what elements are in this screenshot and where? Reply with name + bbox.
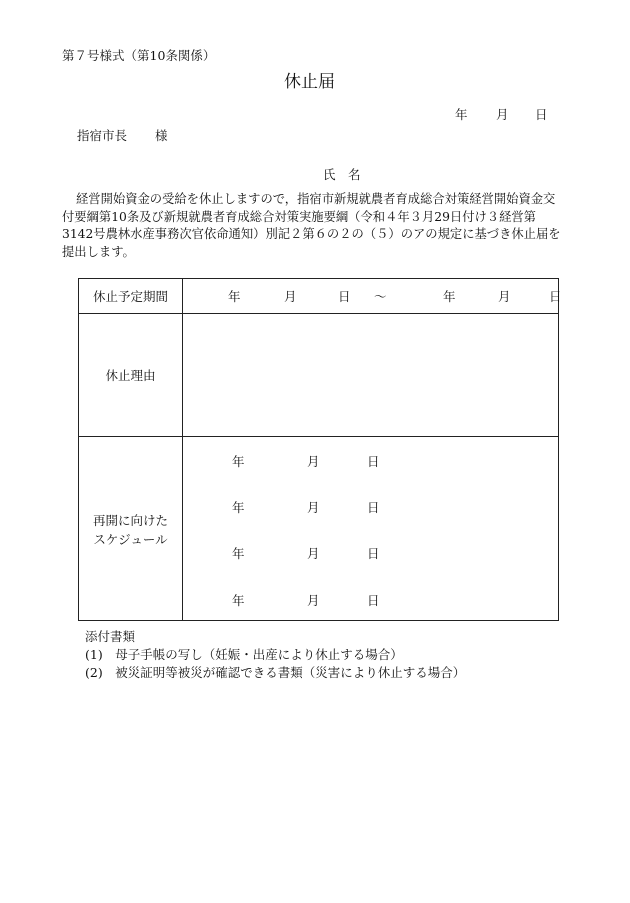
reason-field[interactable] — [183, 314, 559, 436]
schedule-day[interactable]: 日 — [367, 593, 380, 608]
form-number: 第７号様式（第10条関係） — [62, 48, 216, 63]
date-month: 月 — [496, 107, 509, 122]
schedule-day[interactable]: 日 — [367, 454, 380, 469]
period-start-year[interactable]: 年 — [228, 289, 241, 304]
schedule-label: 再開に向けた — [92, 513, 168, 528]
date-year: 年 — [455, 107, 468, 122]
schedule-month[interactable]: 月 — [307, 454, 320, 469]
addressee-honorific: 様 — [155, 128, 168, 143]
period-end-month[interactable]: 月 — [498, 289, 511, 304]
schedule-day[interactable]: 日 — [367, 500, 380, 515]
addressee: 指宿市長 — [77, 128, 128, 143]
schedule-day[interactable]: 日 — [367, 546, 380, 561]
schedule-year[interactable]: 年 — [232, 500, 245, 515]
row-divider — [79, 436, 558, 437]
schedule-year[interactable]: 年 — [232, 546, 245, 561]
attachments-heading: 添付書類 — [85, 629, 136, 644]
schedule-year[interactable]: 年 — [232, 454, 245, 469]
date-day: 日 — [535, 107, 548, 122]
attachment-item: (2) 被災証明等被災が確認できる書類（災害により休止する場合） — [85, 665, 466, 680]
attachment-item: (1) 母子手帳の写し（妊娠・出産により休止する場合） — [85, 647, 403, 662]
schedule-month[interactable]: 月 — [307, 500, 320, 515]
schedule-label: スケジュール — [93, 532, 168, 547]
page-title: 休止届 — [284, 72, 335, 92]
schedule-year[interactable]: 年 — [232, 593, 245, 608]
schedule-month[interactable]: 月 — [307, 546, 320, 561]
schedule-month[interactable]: 月 — [307, 593, 320, 608]
period-end-day[interactable]: 日 — [549, 289, 562, 304]
body-text: 経営開始資金の受給を休止しますので，指宿市新規就農者育成総合対策経営開始資金交付要綱第10条及び新規就農者育成総合対策実施要綱（令和４年３月29日付け３経営第3142号農林水産事務次官依命通知）別記２第６の２の（５）のアの規定に基づき休止届を提出します。 — [62, 192, 561, 259]
form-table — [78, 278, 562, 621]
period-start-day[interactable]: 日 — [338, 289, 351, 304]
reason-label: 休止理由 — [105, 368, 156, 383]
period-start-month[interactable]: 月 — [284, 289, 297, 304]
period-separator: ～ — [374, 289, 387, 304]
period-end-year[interactable]: 年 — [443, 289, 456, 304]
period-label: 休止予定期間 — [92, 289, 168, 304]
applicant-name-label: 氏 名 — [323, 167, 361, 182]
